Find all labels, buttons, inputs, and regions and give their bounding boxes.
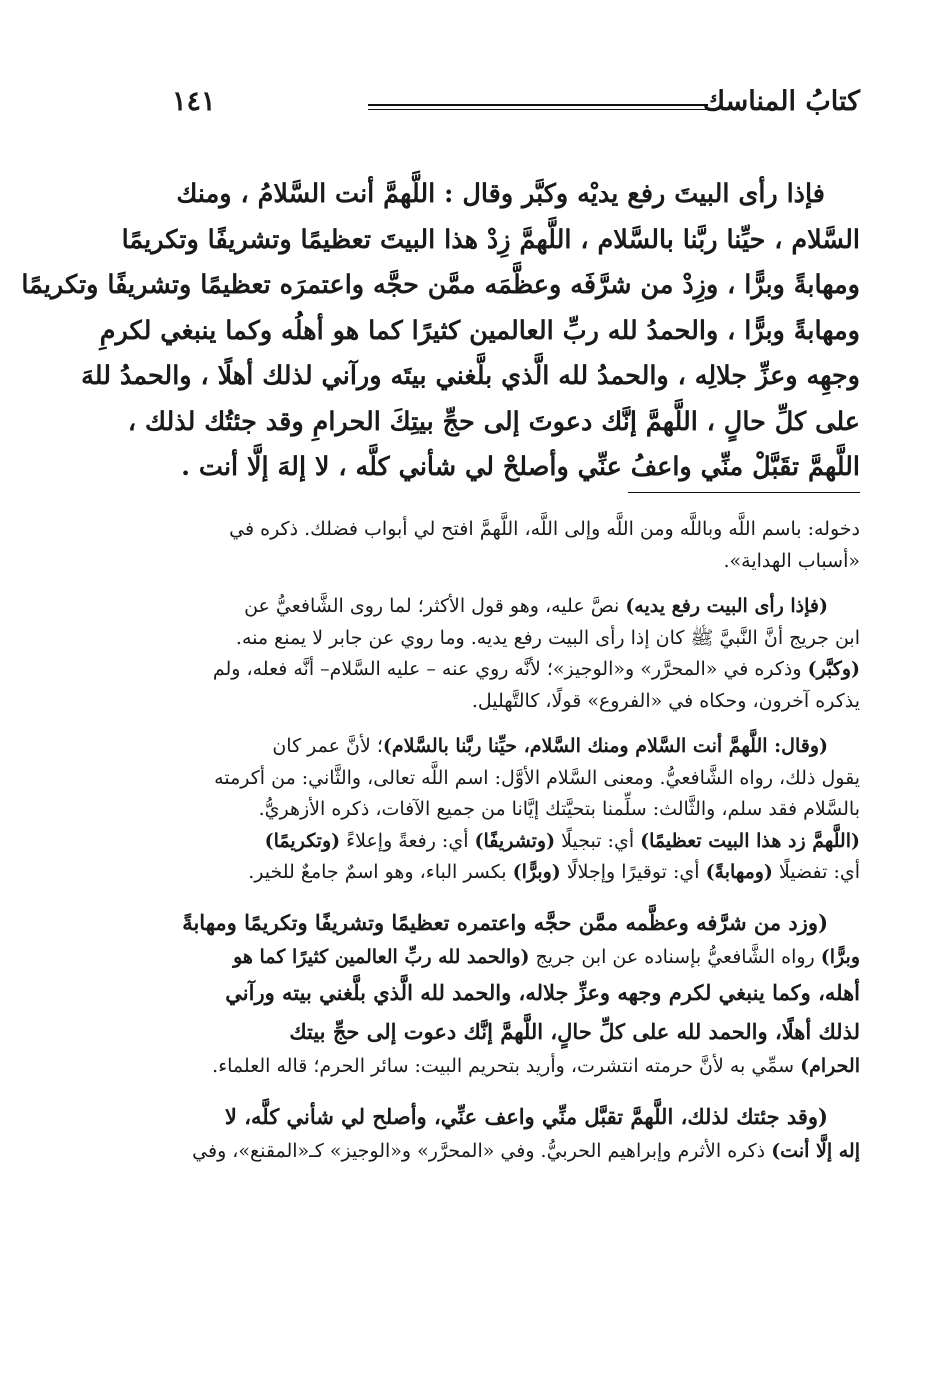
commentary-text: وذكره في «المحرَّر» و«الوجيز»؛ لأنَّه روي عنه – عليه السَّلام– أنَّه فعله، ولم (212, 658, 808, 680)
commentary-text: بكسر الباء، وهو اسمٌ جامعٌ للخير. (248, 861, 513, 883)
commentary-paragraph (120, 1097, 860, 1168)
commentary-line (120, 731, 860, 763)
commentary-text: سمِّي به لأنَّ حرمته انتشرت، وأريد بتحريم البيت: سائر الحرم؛ قاله العلماء. (212, 1055, 801, 1077)
commentary-text: رواه الشَّافعيُّ بإسناده عن ابن جريج (529, 945, 821, 968)
main-line: السَّلام ، حيِّنا ربَّنا بالسَّلام ، اللَّهمَّ زِدْ هذا البيتَ تعظيمًا وتشريفًا وتكريمًا (121, 224, 860, 255)
quoted-matn: (وكبَّر) (807, 658, 860, 680)
commentary-line (120, 591, 860, 623)
commentary-text: أي: تبجيلًا (555, 829, 641, 852)
commentary-line: (وزد من شرَّفه وعظَّمه ممَّن حجَّه واعتمره تعظيمًا وتشريفًا وتكريمًا ومهابةً (182, 909, 828, 935)
quoted-matn: (وبرًّا) (512, 861, 561, 883)
quoted-matn: (اللَّهمَّ زد هذا البيت تعظيمًا) (640, 829, 860, 852)
main-text (21, 172, 860, 491)
commentary-paragraph (120, 514, 860, 577)
quoted-matn: (وتكريمًا) (264, 829, 341, 852)
commentary-line (120, 826, 860, 858)
commentary-line (120, 857, 860, 889)
commentary-line: يقول ذلك، رواه الشَّافعيُّ. ومعنى السَّلام الأوَّل: اسم اللَّه تعالى، والثَّاني: من أكرمته (214, 766, 860, 789)
commentary-text: أي: تفضيلًا (772, 861, 860, 883)
commentary-line (120, 654, 860, 686)
commentary-paragraph (120, 903, 860, 1083)
commentary-text: أي: توقيرًا وإجلالًا (560, 861, 706, 883)
quoted-matn: وبرًّا) (820, 945, 860, 968)
running-header (120, 82, 860, 122)
quoted-matn: (فإذا رأى البيت رفع يديه) (625, 595, 828, 617)
quoted-matn: (ومهابةً) (705, 861, 773, 883)
commentary-text: أي: رفعةً وإعلاءً (340, 829, 475, 852)
commentary-line: «أسباب الهداية». (723, 549, 860, 572)
main-line: ومهابةً وبرًّا ، وزِدْ من شرَّفَه وعظَّمَه ممَّن حجَّه واعتمرَه تعظيمًا وتشريفًا وتكريمًا (21, 270, 860, 300)
commentary (120, 514, 860, 1181)
commentary-line: دخوله: باسم اللَّه وباللَّه ومن اللَّه وإلى اللَّه، اللَّهمَّ افتح لي أبواب فضلك. ذكره في (229, 518, 860, 540)
commentary-line: ابن جريج أنَّ النَّبيَّ ﷺ كان إذا رأى البيت رفع يديه. وما روي عن جابر لا يمنع منه. (235, 626, 860, 649)
quoted-matn: (والحمد لله ربِّ العالمين كثيرًا كما هو (233, 945, 530, 968)
main-line: اللَّهمَّ تقَبَّلْ منِّي واعفُ عنِّي وأصلحْ لي شأني كلَّه ، لا إلهَ إلَّا أنت . (181, 452, 860, 482)
commentary-line (120, 942, 860, 974)
commentary-paragraph (120, 591, 860, 717)
commentary-line: (وقد جئتك لذلك، اللَّهمَّ تقبَّل منِّي واعف عنِّي، وأصلح لي شأني كلَّه، لا (224, 1103, 828, 1129)
main-line: على كلِّ حالٍ ، اللَّهمَّ إنَّك دعوتَ إلى حجِّ بيتِكَ الحرامِ وقد جئتُك لذلك ، (127, 406, 860, 437)
page-number: ١٤١ (172, 86, 216, 117)
commentary-line (120, 1136, 860, 1168)
commentary-separator (628, 492, 860, 493)
header-rule (368, 104, 708, 110)
commentary-line (120, 1051, 860, 1083)
commentary-line: يذكره آخرون، وحكاه في «الفروع» قولًا، كالتَّهليل. (471, 689, 860, 712)
main-line: فإذا رأى البيتَ رفع يديْه وكبَّر وقال : اللَّهمَّ أنت السَّلامُ ، ومنك (176, 179, 825, 209)
running-title: كتابُ المناسك (702, 86, 860, 117)
quoted-matn: الحرام) (800, 1055, 860, 1077)
main-line: وجهِه وعزِّ جلالِه ، والحمدُ لله الَّذي بلَّغني بيتَه ورآني لذلك أهلًا ، والحمدُ للهَ (81, 361, 860, 391)
quoted-matn: إله إلَّا أنت) (771, 1139, 860, 1162)
quoted-matn: (وتشريفًا) (474, 829, 556, 852)
commentary-line: لذلك أهلًا، والحمد لله على كلِّ حالٍ، اللَّهمَّ إنَّك دعوت إلى حجِّ بيتك (289, 1019, 860, 1044)
commentary-line: أهله، وكما ينبغي لكرم وجهه وعزِّ جلاله، والحمد لله الَّذي بلَّغني بيته ورآني (225, 980, 860, 1005)
main-line: ومهابةً وبرًّا ، والحمدُ لله ربِّ العالمين كثيرًا كما هو أهلُه وكما ينبغي لكرمِ (99, 315, 860, 346)
commentary-text: نصَّ عليه، وهو قول الأكثر؛ لما روى الشَّافعيُّ عن (244, 595, 626, 617)
commentary-line: بالسَّلام فقد سلم، والثَّالث: سلِّمنا بتحيَّتك إيَّانا من جميع الآفات، ذكره الأزهريُّ. (258, 798, 860, 820)
commentary-text: ؛ لأنَّ عمر كان (272, 735, 383, 757)
commentary-paragraph (120, 731, 860, 889)
quoted-matn: (وقال: اللَّهمَّ أنت السَّلام ومنك السَّلام، حيِّنا ربَّنا بالسَّلام) (382, 735, 828, 757)
commentary-text: ذكره الأثرم وإبراهيم الحربيُّ. وفي «المحرَّر» و«الوجيز» كـ«المقنع»، وفي (192, 1139, 772, 1162)
